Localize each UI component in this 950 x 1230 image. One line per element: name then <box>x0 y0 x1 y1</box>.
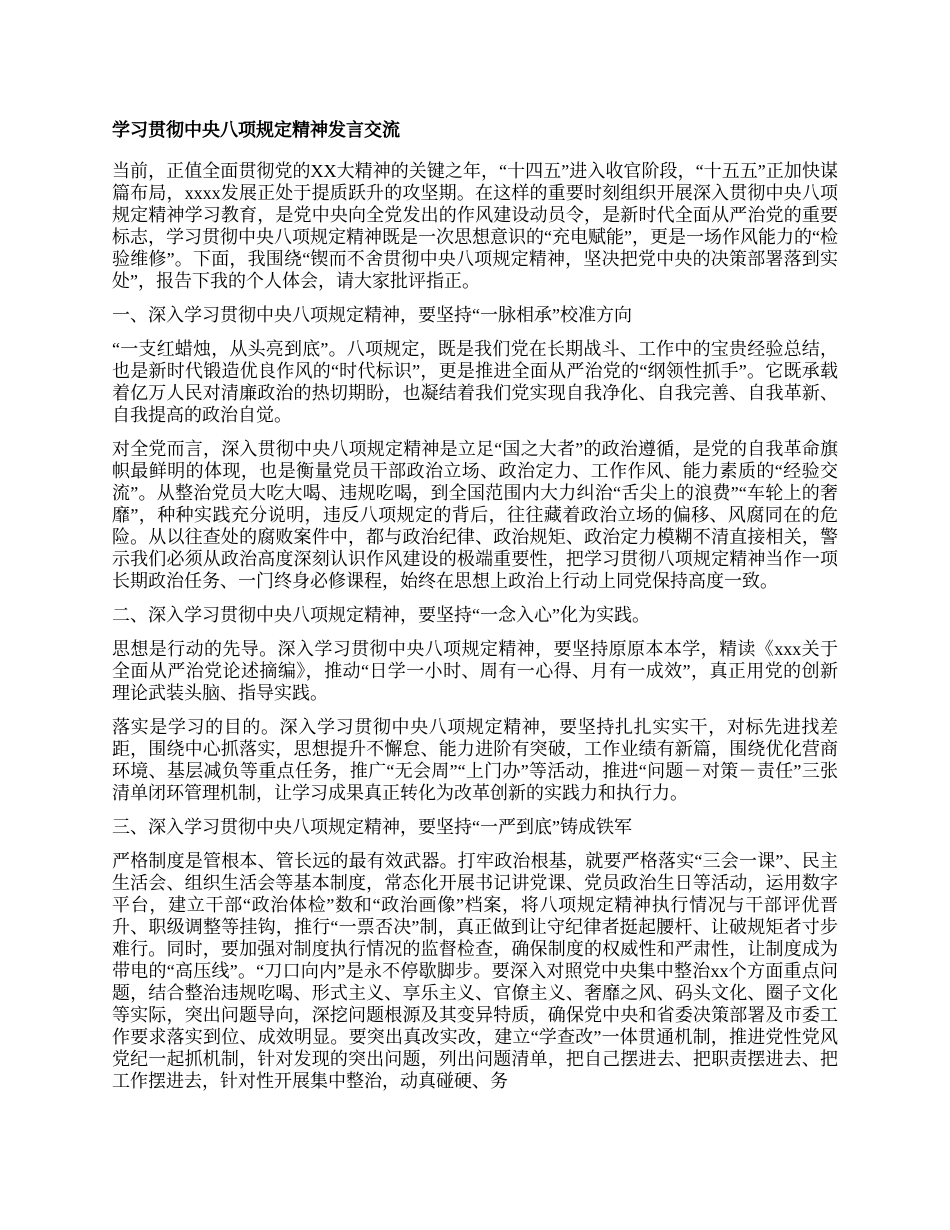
section-heading-1: 一、深入学习贯彻中央八项规定精神，要坚持“一脉相承”校准方向 <box>112 305 632 325</box>
paragraph-section1-b: 对全党而言，深入贯彻中央八项规定精神是立足“国之大者”的政治遵循，是党的自我革命旗帜最鲜明的体现，也是衡量党员干部政治立场、政治定力、工作作风、能力素质的“经验交流”。从整治党员大吃大喝、违规吃喝，到全国范围内大力纠治“舌尖上的浪费”“车轮上的奢靡”，种种实践充分说明，违反八项规定的背后，往往藏着政治立场的偏移、风腐同在的危险。从以往查处的腐败案件中，都与政治纪律、政治规矩、政治定力模糊不清直接相关，警示我们必须从政治高度深刻认识作风建设的极端重要性，把学习贯彻八项规定精神当作一项长期政治任务、一门终身必修课程，始终在思想上政治上行动上同党保持高度一致。 <box>112 439 838 591</box>
document-title: 学习贯彻中央八项规定精神发言交流 <box>112 120 400 140</box>
paragraph-section2-b: 落实是学习的目的。深入学习贯彻中央八项规定精神，要坚持扎扎实实干，对标先进找差距，围绕中心抓落实，思想提升不懈怠、能力进阶有突破，工作业绩有新篇，围绕优化营商环境、基层减负等重点任务，推广“无会周”“上门办”等活动，推进“问题－对策－责任”三张清单闭环管理机制，让学习成果真正转化为改革创新的实践力和执行力。 <box>112 717 838 803</box>
paragraph-intro: 当前，正值全面贯彻党的XX大精神的关键之年，“十四五”进入收官阶段，“十五五”正加快谋篇布局，xxxx发展正处于提质跃升的攻坚期。在这样的重要时刻组织开展深入贯彻中央八项规定精神学习教育，是党中央向全党发出的作风建设动员令，是新时代全面从严治党的重要标志，学习贯彻中央八项规定精神既是一次思想意识的“充电赋能”，更是一场作风能力的“检验维修”。下面，我围绕“锲而不舍贯彻中央八项规定精神，坚决把党中央的决策部署落到实处”，报告下我的个人体会，请大家批评指正。 <box>112 161 838 291</box>
paragraph-section1-a: “一支红蜡烛，从头亮到底”。八项规定，既是我们党在长期战斗、工作中的宝贵经验总结，也是新时代锻造优良作风的“时代标识”，更是推进全面从严治党的“纲领性抓手”。它既承载着亿万人民对清廉政治的热切期盼，也凝结着我们党实现自我净化、自我完善、自我革新、自我提高的政治自觉。 <box>112 339 838 425</box>
section-heading-3: 三、深入学习贯彻中央八项规定精神，要坚持“一严到底”铸成铁军 <box>112 817 632 837</box>
paragraph-section3-a: 严格制度是管根本、管长远的最有效武器。打牢政治根基，就要严格落实“三会一课”、民主生活会、组织生活会等基本制度，常态化开展书记讲党课、党员政治生日等活动，运用数字平台，建立干部“政治体检”数和“政治画像”档案，将八项规定精神执行情况与干部评优晋升、职级调整等挂钩，推行“一票否决”制，真正做到让守纪律者挺起腰杆、让破规矩者寸步难行。同时，要加强对制度执行情况的监督检查，确保制度的权威性和严肃性，让制度成为带电的“高压线”。“刀口向内”是永不停歇脚步。要深入对照党中央集中整治xx个方面重点问题，结合整治违规吃喝、形式主义、享乐主义、官僚主义、奢靡之风、码头文化、圈子文化等实际，突出问题导向，深挖问题根源及其变异特质，确保党中央和省委决策部署及市委工作要求落实到位、成效明显。要突出真改实改，建立“学查改”一体贯通机制，推进党性党风党纪一起抓机制，针对发现的突出问题，列出问题清单，把自己摆进去、把职责摆进去、把工作摆进去，针对性开展集中整治，动真碰硬、务 <box>112 851 838 1091</box>
section-heading-2: 二、深入学习贯彻中央八项规定精神，要坚持“一念入心”化为实践。 <box>112 605 650 625</box>
paragraph-section2-a: 思想是行动的先导。深入学习贯彻中央八项规定精神，要坚持原原本本学，精读《xxx关于全面从严治党论述摘编》，推动“日学一小时、周有一心得、月有一成效”，真正用党的创新理论武装头脑、指导实践。 <box>112 639 838 703</box>
